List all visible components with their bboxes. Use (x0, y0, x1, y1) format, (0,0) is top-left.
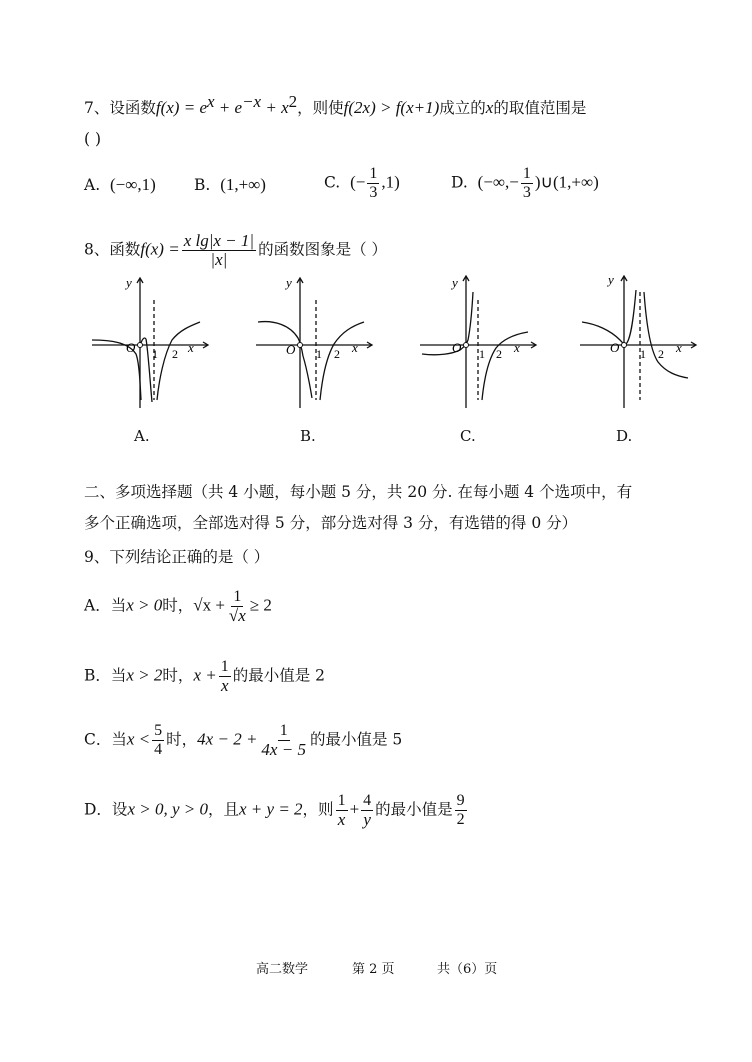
option-pre: C．当 (84, 730, 127, 749)
q7-option-a (84, 175, 156, 195)
option-fraction-2 (361, 792, 373, 829)
option-mid: ，且 (207, 800, 239, 819)
option-pre: A．当 (84, 596, 127, 615)
frac-den: 4x − 5 (261, 740, 306, 759)
frac-num: 1 (233, 588, 242, 605)
q7-plus-x: + x (261, 98, 289, 118)
q8-prefix: 8、函数 (84, 240, 141, 259)
graph-a-tick2: 2 (172, 347, 178, 361)
frac-num: 1 (522, 165, 531, 182)
graph-c-label: C. (460, 427, 476, 445)
q7-suffix2: 的取值范围是 (493, 99, 587, 118)
graph-a-y-label: y (126, 275, 132, 290)
frac-den: 3 (369, 184, 378, 201)
footer-total-pages: 共（6）页 (437, 962, 498, 977)
q7-exp2: −x (242, 92, 262, 111)
q7-prefix: 7、设函数 (84, 99, 156, 118)
option-plus: + (349, 799, 360, 819)
option-cond: x < (126, 729, 151, 749)
option-fraction (219, 658, 231, 695)
option-expr: √x + (193, 595, 225, 615)
option-mid: 时， (162, 596, 194, 615)
graph-c-y-label: y (452, 275, 458, 290)
graph-d-y-label: y (608, 272, 614, 287)
frac-num: 5 (154, 722, 163, 739)
frac-den: x (220, 676, 229, 695)
option-pre: (− (350, 172, 366, 192)
q9-option-d (84, 792, 469, 829)
frac-num: 1 (279, 722, 288, 739)
option-expr: x + (193, 665, 217, 685)
option-text: (−∞,1) (109, 175, 156, 194)
option-label: C. (324, 173, 341, 192)
option-fraction (521, 165, 533, 202)
option-post: ,1) (381, 172, 400, 192)
graph-d-x-label: x (676, 340, 682, 355)
option-label: D. (451, 173, 468, 192)
frac-den: 3 (522, 184, 531, 201)
option-post: 的最小值是 (375, 800, 453, 819)
frac-num: 1 (337, 792, 346, 809)
graph-d-tick2: 2 (658, 347, 664, 361)
frac-den: x (337, 810, 346, 829)
frac-den: 2 (456, 811, 465, 828)
option-cond: x > 2 (126, 665, 163, 685)
graph-b-origin: O (286, 342, 296, 357)
graph-b (254, 270, 394, 410)
option-label: B. (194, 176, 211, 194)
q7-middle: ，则使 (297, 99, 344, 118)
section2-header-line2: 多个正确选项，全部选对得 5 分，部分选对得 3 分，有选错的得 0 分） (84, 514, 578, 532)
q7-suffix: 成立的 (439, 99, 486, 118)
graph-c-tick2: 2 (496, 347, 502, 361)
option-eq: x + y = 2 (239, 799, 303, 819)
option-result-fraction (455, 792, 467, 829)
q7-stem (84, 92, 586, 118)
frac-num: 9 (456, 792, 465, 809)
frac-num: x lg|x − 1| (183, 231, 255, 250)
footer-subject: 高二数学 (256, 962, 309, 977)
graph-d (578, 270, 718, 410)
graph-b-tick2: 2 (334, 347, 340, 361)
q7-func: f(x) = e (155, 98, 207, 118)
frac-den: 4 (154, 741, 163, 758)
option-fraction (367, 165, 379, 202)
graph-a (90, 270, 230, 410)
frac-den: y (363, 810, 371, 829)
q7-option-b (194, 175, 266, 195)
option-mid: 时， (162, 666, 194, 685)
option-fraction-1 (336, 792, 348, 829)
option-post: 的最小值是 5 (309, 730, 403, 749)
q8-fraction (182, 232, 256, 269)
option-pre: D．设 (84, 800, 128, 819)
option-post: 的最小值是 2 (232, 666, 326, 685)
q9-option-b (84, 658, 325, 695)
q8-stem (84, 232, 387, 269)
graph-b-x-label: x (352, 340, 358, 355)
option-pre: B．当 (84, 666, 127, 685)
graph-a-tick1: 1 (152, 347, 158, 361)
option-cond: x > 0, y > 0 (127, 799, 208, 819)
option-text: (1,+∞) (220, 175, 266, 194)
option-post: ≥ 2 (249, 595, 272, 615)
graph-c (418, 270, 558, 410)
q7-option-c (324, 165, 400, 202)
option-mid2: ，则 (302, 800, 334, 819)
q7-answer-paren: ( ) (84, 130, 102, 148)
q7-option-d (451, 165, 599, 202)
option-pre: (−∞,− (477, 172, 519, 192)
q7-plus-e: + e (214, 98, 243, 118)
option-fraction (259, 722, 308, 759)
option-mid: 时， (166, 730, 198, 749)
frac-num: 1 (369, 165, 378, 182)
frac-den: |x| (210, 250, 228, 269)
frac-num: 1 (220, 658, 229, 675)
q7-inequality: f(2x) > f(x+1) (343, 98, 440, 118)
option-label: A. (84, 176, 101, 194)
graph-d-tick1: 1 (640, 347, 646, 361)
q7-exp3: 2 (288, 92, 298, 111)
q9-option-c (84, 722, 402, 759)
section2-header-line1: 二、多项选择题（共 4 小题，每小题 5 分，共 20 分. 在每小题 4 个选项中，有 (84, 483, 633, 501)
graph-c-origin: O (452, 340, 462, 355)
q9-option-a (84, 588, 272, 625)
frac-num: 4 (363, 792, 372, 809)
graph-a-origin: O (126, 340, 136, 355)
graph-b-label: B. (300, 427, 316, 445)
option-fraction (227, 588, 248, 625)
graph-a-label: A. (134, 427, 150, 445)
q7-exp1: x (206, 92, 215, 111)
graph-b-tick1: 1 (316, 347, 322, 361)
graph-d-origin: O (610, 340, 620, 355)
option-cond-fraction (152, 722, 164, 759)
q7-var: x (485, 98, 494, 118)
graph-d-label: D. (616, 427, 633, 445)
graph-b-y-label: y (286, 275, 292, 290)
footer-page-number: 第 2 页 (352, 962, 395, 977)
option-post: )∪(1,+∞) (534, 172, 599, 192)
option-cond: x > 0 (126, 595, 163, 615)
graph-a-x-label: x (188, 340, 194, 355)
graph-c-tick1: 1 (479, 347, 485, 361)
q8-suffix: 的函数图象是（ ） (258, 240, 388, 259)
option-expr: 4x − 2 + (197, 729, 258, 749)
q9-title: 9、下列结论正确的是（ ） (84, 548, 270, 566)
graph-c-x-label: x (514, 340, 520, 355)
q8-func: f(x) = (140, 239, 180, 259)
frac-den: √x (228, 606, 246, 625)
